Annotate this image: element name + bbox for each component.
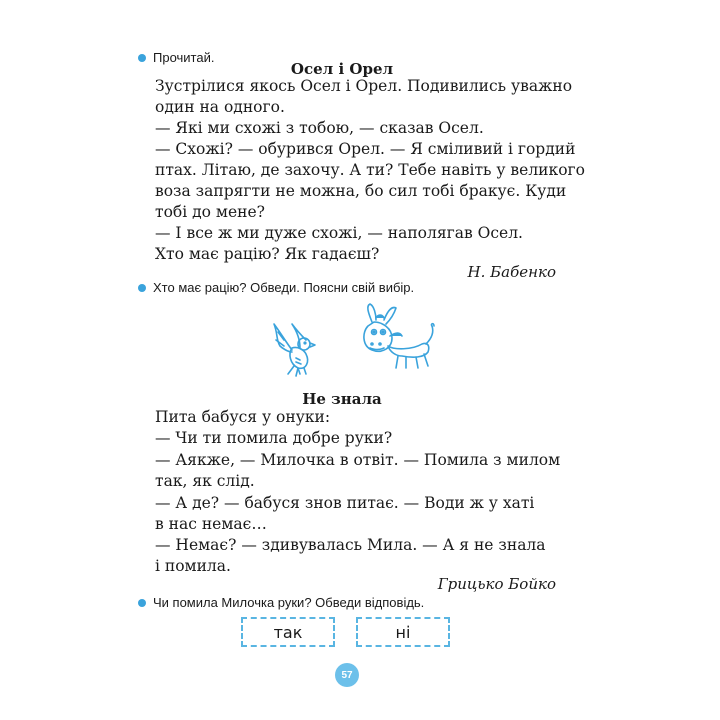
story-line: — І все ж ми дуже схожі, — наполягав Осел.: [155, 224, 523, 242]
bullet-icon: [138, 284, 146, 292]
story-line: птах. Літаю, де захочу. А ти? Тебе навіть у великого: [155, 161, 585, 179]
story-title: Осел і Орел: [290, 60, 394, 78]
poem-line: — Немає? — здивувалась Мила. — А я не знала: [155, 536, 546, 554]
poem-line: Пита бабуся у онуки:: [155, 408, 331, 426]
page-number: 57: [335, 663, 359, 687]
instruction-text: Хто має рацію? Обведи. Поясни свій вибір.: [153, 280, 415, 295]
instruction-who-is-right: [138, 280, 414, 295]
poem-line: і помила.: [155, 557, 231, 575]
story-line: — Схожі? — обурився Орел. — Я сміливий і гордий: [155, 140, 576, 158]
story-line: Хто має рацію? Як гадаєш?: [155, 245, 380, 263]
poem-author: Грицько Бойко: [437, 575, 556, 593]
eagle-icon[interactable]: [266, 318, 326, 378]
story-line: тобі до мене?: [155, 203, 265, 221]
poem-line: в нас немає…: [155, 515, 267, 533]
story-line: воза запрягти не можна, бо сил тобі бракує. Куди: [155, 182, 567, 200]
story-line: Зустрілися якось Осел і Орел. Подивились уважно: [155, 77, 573, 95]
story-line: — Які ми схожі з тобою, — сказав Осел.: [155, 119, 484, 137]
story-author: Н. Бабенко: [467, 263, 556, 281]
poem-line: — Аякже, — Милочка в отвіт. — Помила з милом: [155, 451, 561, 469]
instruction-did-she-wash: [138, 595, 424, 610]
donkey-icon[interactable]: [358, 302, 438, 372]
answer-option-no[interactable]: ні: [356, 617, 450, 647]
poem-line: — А де? — бабуся знов питає. — Води ж у хаті: [155, 494, 535, 512]
answer-option-yes[interactable]: так: [241, 617, 335, 647]
poem-line: так, як слід.: [155, 472, 255, 490]
instruction-text: Прочитай.: [153, 50, 215, 65]
poem-title: Не знала: [302, 390, 382, 408]
poem-line: — Чи ти помила добре руки?: [155, 429, 393, 447]
bullet-icon: [138, 599, 146, 607]
instruction-text: Чи помила Милочка руки? Обведи відповідь.: [153, 595, 425, 610]
story-line: один на одного.: [155, 98, 285, 116]
